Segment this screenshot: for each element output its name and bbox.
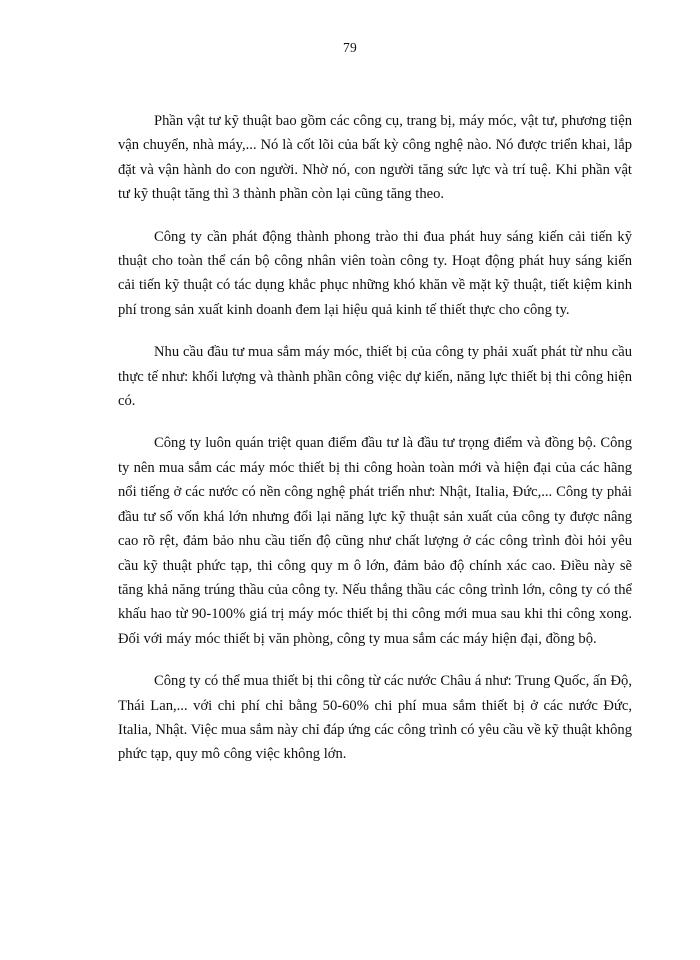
page-number: 79 <box>342 40 358 55</box>
document-body <box>118 109 632 785</box>
paragraph-1: Phần vật tư kỹ thuật bao gồm các công cụ, trang bị, máy móc, vật tư, phương tiện vận chuyển, nhà máy,... Nó là cốt lõi của bất kỳ công nghệ nào. Nó được triển khai, lắp đặt và vận hành do con người. Nhờ nó, con người tăng sức lực và trí tuệ. Khi phần vật tư kỹ thuật tăng thì 3 thành phần còn lại cũng tăng theo. <box>118 113 632 203</box>
paragraph-5: Công ty có thể mua thiết bị thi công từ các nước Châu á như: Trung Quốc, ấn Độ, Thái Lan,... với chi phí chỉ bằng 50-60% chi phí mua sắm thiết bị ở các nước Đức, Italia, Nhật. Việc mua sắm này chỉ đáp ứng các công trình có yêu cầu về kỹ thuật không phức tạp, quy mô công việc không lớn. <box>118 673 632 763</box>
paragraph-3: Nhu cầu đầu tư mua sắm máy móc, thiết bị của công ty phải xuất phát từ nhu cầu thực tế như: khối lượng và thành phần công việc dự kiến, năng lực thiết bị thi công hiện có. <box>118 344 632 410</box>
paragraph-4: Công ty luôn quán triệt quan điểm đầu tư là đầu tư trọng điểm và đồng bộ. Công ty nên mua sắm các máy móc thiết bị thi công hoàn toàn mới và hiện đại của các hãng nổi tiếng ở các nước có nền công nghệ phát triển như: Nhật, Italia, Đức,... Công ty phải đầu tư số vốn khá lớn nhưng đổi lại năng lực kỹ thuật sản xuất của công ty được nâng cao rõ rệt, đảm bảo nhu cầu tiến độ cũng như chất lượng ở các công trình đòi hỏi yêu cầu kỹ thuật phức tạp, thi công quy m ô lớn, đảm bảo độ chính xác cao. Điều này sẽ tăng khả năng trúng thầu của công ty. Nếu thắng thầu các công trình lớn, công ty có thể khấu hao từ 90-100% giá trị máy móc thiết bị thi công mới mua sau khi thi công xong. Đối với máy móc thiết bị văn phòng, công ty mua sắm các máy hiện đại, đồng bộ. <box>118 435 632 647</box>
paragraph-2: Công ty cần phát động thành phong trào thi đua phát huy sáng kiến cải tiến kỹ thuật cho toàn thể cán bộ công nhân viên toàn công ty. Hoạt động phát huy sáng kiến cải tiến kỹ thuật có tác dụng khắc phục những khó khăn về mặt kỹ thuật, tiết kiệm kinh phí trong sản xuất kinh doanh đem lại hiệu quả kinh tế thiết thực cho công ty. <box>118 228 632 318</box>
